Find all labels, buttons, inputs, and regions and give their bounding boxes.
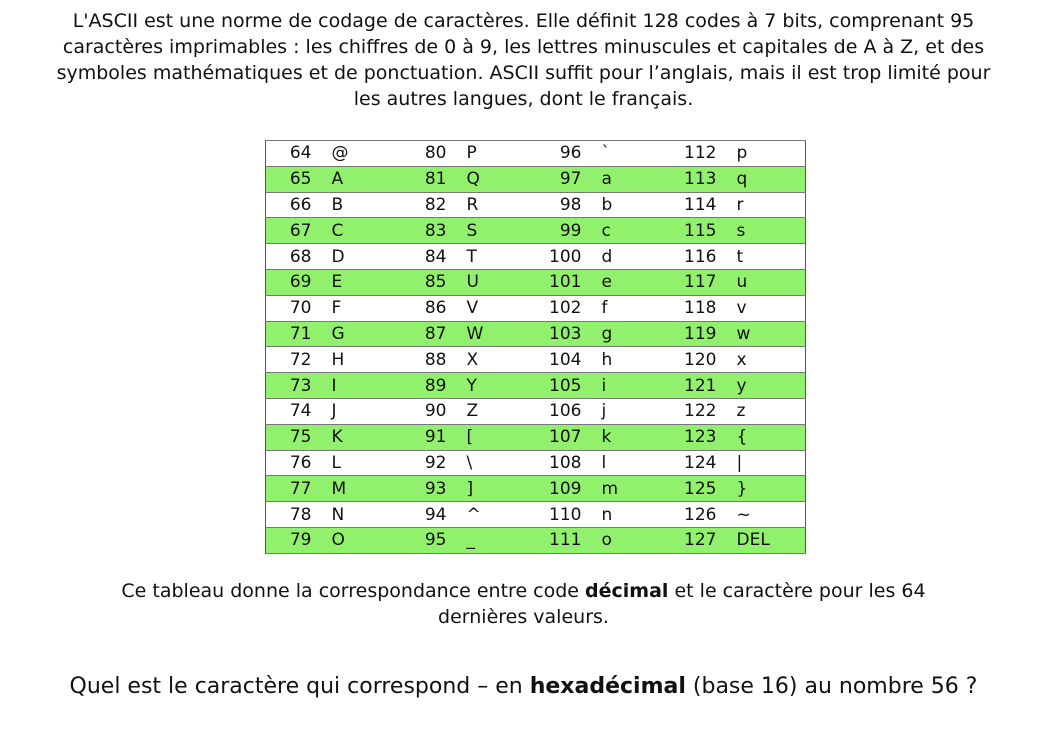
ascii-char: L	[318, 450, 401, 476]
ascii-code: 81	[401, 166, 453, 192]
ascii-char: W	[453, 321, 536, 347]
ascii-char: r	[723, 192, 806, 218]
ascii-code: 84	[401, 244, 453, 270]
ascii-code: 90	[401, 398, 453, 424]
caption-line	[0, 578, 1047, 604]
ascii-char: J	[318, 398, 401, 424]
ascii-char: I	[318, 373, 401, 399]
ascii-char: e	[588, 269, 671, 295]
ascii-code: 89	[401, 373, 453, 399]
ascii-char: H	[318, 347, 401, 373]
caption-line: dernières valeurs.	[438, 606, 609, 628]
ascii-code: 126	[671, 502, 723, 528]
table-row	[266, 166, 806, 192]
ascii-code: 104	[536, 347, 588, 373]
ascii-char: s	[723, 218, 806, 244]
ascii-char: |	[723, 450, 806, 476]
table-caption	[0, 578, 1047, 630]
ascii-code: 101	[536, 269, 588, 295]
ascii-char: DEL	[723, 527, 806, 553]
ascii-char: O	[318, 527, 401, 553]
ascii-code: 86	[401, 295, 453, 321]
ascii-code: 111	[536, 527, 588, 553]
ascii-char: n	[588, 502, 671, 528]
ascii-code: 100	[536, 244, 588, 270]
ascii-code: 76	[266, 450, 318, 476]
ascii-char: y	[723, 373, 806, 399]
ascii-char: i	[588, 373, 671, 399]
ascii-char: R	[453, 192, 536, 218]
ascii-code: 71	[266, 321, 318, 347]
ascii-code: 72	[266, 347, 318, 373]
ascii-char: E	[318, 269, 401, 295]
ascii-char: p	[723, 141, 806, 167]
ascii-char: d	[588, 244, 671, 270]
ascii-code: 106	[536, 398, 588, 424]
ascii-code: 79	[266, 527, 318, 553]
ascii-char: \	[453, 450, 536, 476]
table-row	[266, 527, 806, 553]
ascii-char: o	[588, 527, 671, 553]
table-row	[266, 398, 806, 424]
ascii-code: 119	[671, 321, 723, 347]
question-bold: hexadécimal	[529, 674, 686, 699]
ascii-code: 92	[401, 450, 453, 476]
ascii-code: 124	[671, 450, 723, 476]
ascii-char: D	[318, 244, 401, 270]
ascii-char: {	[723, 424, 806, 450]
ascii-char: ^	[453, 502, 536, 528]
ascii-code: 68	[266, 244, 318, 270]
ascii-code: 118	[671, 295, 723, 321]
ascii-code: 77	[266, 476, 318, 502]
question-text: (base 16) au nombre 56 ?	[685, 674, 978, 699]
ascii-char: q	[723, 166, 806, 192]
table-row	[266, 295, 806, 321]
ascii-code: 107	[536, 424, 588, 450]
ascii-char: G	[318, 321, 401, 347]
ascii-code: 94	[401, 502, 453, 528]
ascii-char: F	[318, 295, 401, 321]
ascii-code: 80	[401, 141, 453, 167]
ascii-code: 99	[536, 218, 588, 244]
ascii-code: 109	[536, 476, 588, 502]
ascii-char: A	[318, 166, 401, 192]
table-row	[266, 424, 806, 450]
ascii-code: 115	[671, 218, 723, 244]
ascii-code: 66	[266, 192, 318, 218]
ascii-code: 117	[671, 269, 723, 295]
table-row	[266, 269, 806, 295]
ascii-table	[265, 140, 806, 554]
ascii-code: 82	[401, 192, 453, 218]
ascii-code: 67	[266, 218, 318, 244]
ascii-code: 75	[266, 424, 318, 450]
ascii-char: M	[318, 476, 401, 502]
ascii-char: a	[588, 166, 671, 192]
ascii-code: 122	[671, 398, 723, 424]
ascii-code: 105	[536, 373, 588, 399]
ascii-code: 73	[266, 373, 318, 399]
question-text: Quel est le caractère qui correspond – en	[69, 674, 530, 699]
ascii-code: 93	[401, 476, 453, 502]
ascii-code: 88	[401, 347, 453, 373]
ascii-code: 121	[671, 373, 723, 399]
ascii-code: 69	[266, 269, 318, 295]
table-row	[266, 476, 806, 502]
table-row	[266, 244, 806, 270]
ascii-code: 78	[266, 502, 318, 528]
ascii-code: 127	[671, 527, 723, 553]
ascii-char: g	[588, 321, 671, 347]
table-row	[266, 502, 806, 528]
table-row	[266, 141, 806, 167]
ascii-char: }	[723, 476, 806, 502]
ascii-code: 98	[536, 192, 588, 218]
ascii-char: x	[723, 347, 806, 373]
ascii-char: T	[453, 244, 536, 270]
ascii-char: C	[318, 218, 401, 244]
ascii-code: 91	[401, 424, 453, 450]
ascii-code: 103	[536, 321, 588, 347]
ascii-code: 108	[536, 450, 588, 476]
ascii-char: P	[453, 141, 536, 167]
ascii-code: 114	[671, 192, 723, 218]
ascii-char: X	[453, 347, 536, 373]
intro-line: caractères imprimables : les chiffres de 0 à 9, les lettres minuscules et capitales de A à Z, et des	[62, 36, 985, 58]
ascii-code: 95	[401, 527, 453, 553]
ascii-char: h	[588, 347, 671, 373]
ascii-code: 97	[536, 166, 588, 192]
ascii-char: l	[588, 450, 671, 476]
ascii-code: 116	[671, 244, 723, 270]
ascii-code: 70	[266, 295, 318, 321]
intro-paragraph	[0, 8, 1047, 112]
ascii-code: 65	[266, 166, 318, 192]
ascii-char: @	[318, 141, 401, 167]
ascii-char: v	[723, 295, 806, 321]
table-row	[266, 373, 806, 399]
ascii-code: 87	[401, 321, 453, 347]
table-row	[266, 321, 806, 347]
ascii-char: ~	[723, 502, 806, 528]
table-row	[266, 347, 806, 373]
ascii-code: 96	[536, 141, 588, 167]
ascii-char: [	[453, 424, 536, 450]
ascii-char: t	[723, 244, 806, 270]
ascii-char: V	[453, 295, 536, 321]
ascii-char: S	[453, 218, 536, 244]
ascii-code: 64	[266, 141, 318, 167]
ascii-char: j	[588, 398, 671, 424]
ascii-char: z	[723, 398, 806, 424]
ascii-code: 85	[401, 269, 453, 295]
caption-text: Ce tableau donne la correspondance entre code	[121, 580, 586, 602]
ascii-char: u	[723, 269, 806, 295]
ascii-char: f	[588, 295, 671, 321]
ascii-char: k	[588, 424, 671, 450]
intro-line: symboles mathématiques et de ponctuation. ASCII suffit pour l’anglais, mais il est trop limité pour	[56, 62, 991, 84]
table-row	[266, 450, 806, 476]
table-row	[266, 218, 806, 244]
ascii-code: 120	[671, 347, 723, 373]
ascii-code: 74	[266, 398, 318, 424]
table-row	[266, 192, 806, 218]
caption-text: et le caractère pour les 64	[668, 580, 926, 602]
ascii-char: c	[588, 218, 671, 244]
ascii-char: b	[588, 192, 671, 218]
ascii-code: 123	[671, 424, 723, 450]
ascii-char: B	[318, 192, 401, 218]
ascii-char: Y	[453, 373, 536, 399]
ascii-char: U	[453, 269, 536, 295]
ascii-char: ]	[453, 476, 536, 502]
intro-line: L'ASCII est une norme de codage de caractères. Elle définit 128 codes à 7 bits, comprenant 95	[72, 10, 975, 32]
ascii-char: Q	[453, 166, 536, 192]
caption-bold: décimal	[585, 580, 669, 602]
ascii-code: 113	[671, 166, 723, 192]
ascii-code: 83	[401, 218, 453, 244]
ascii-code: 125	[671, 476, 723, 502]
ascii-char: `	[588, 141, 671, 167]
ascii-char: m	[588, 476, 671, 502]
ascii-code: 110	[536, 502, 588, 528]
intro-line: les autres langues, dont le français.	[353, 88, 694, 110]
ascii-char: N	[318, 502, 401, 528]
question	[0, 673, 1047, 701]
ascii-code: 112	[671, 141, 723, 167]
ascii-char: w	[723, 321, 806, 347]
ascii-char: Z	[453, 398, 536, 424]
ascii-char: _	[453, 527, 536, 553]
ascii-code: 102	[536, 295, 588, 321]
ascii-char: K	[318, 424, 401, 450]
